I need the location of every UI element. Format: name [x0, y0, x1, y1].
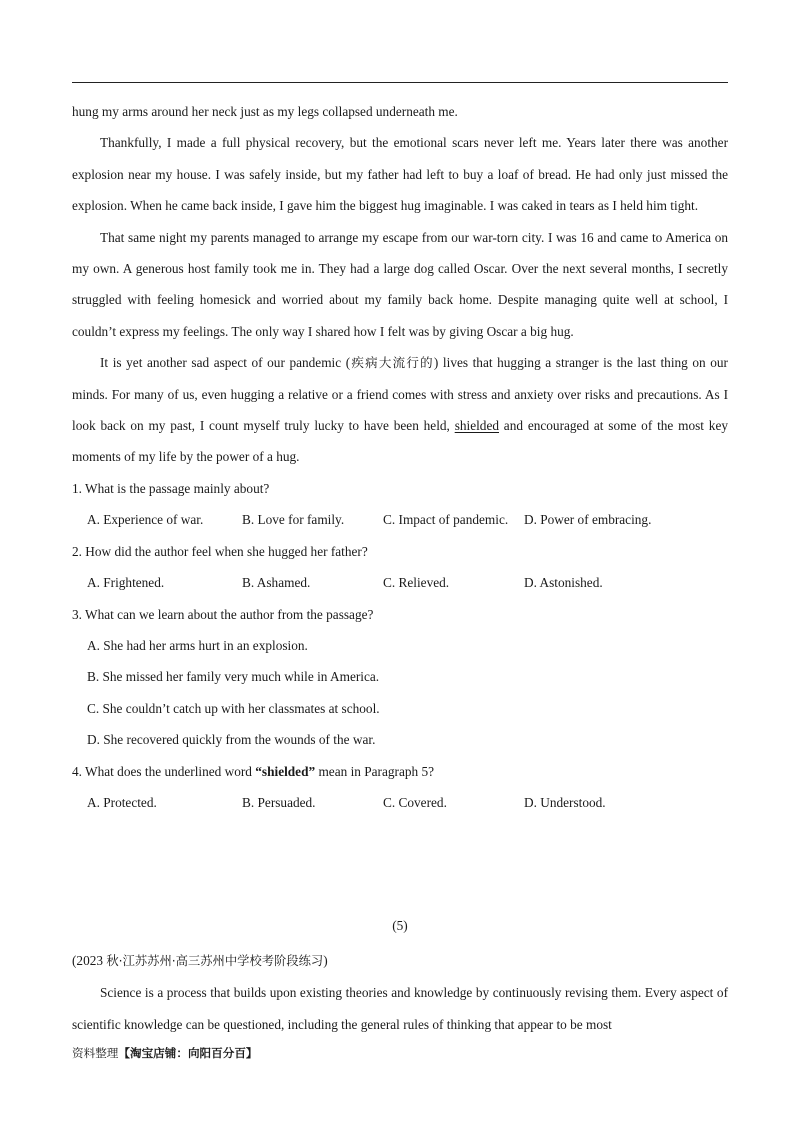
- q2-option-c: C. Relieved.: [383, 575, 450, 591]
- q4-stem-after: mean in Paragraph 5?: [315, 763, 435, 779]
- header-rule: [72, 82, 728, 83]
- paragraph-escape: That same night my parents managed to arrange my escape from our war-torn city. I was 16 and came to America on my own. A generous host family took me in. They had a large dog called Oscar. Over the next several months, I secretly struggled with feeling homesick and worried about my family back home. Despite managing quite well at school, I couldn’t express my feelings. The only way I shared how I felt was by giving Oscar a big hug.: [72, 229, 728, 339]
- q3-option-c: C. She couldn’t catch up with her classmates at school.: [87, 700, 380, 716]
- underlined-word: shielded: [454, 418, 499, 434]
- question-2-options: [72, 567, 728, 598]
- paragraph-science: Science is a process that builds upon existing theories and knowledge by continuously revising them. Every aspect of scientific knowledge can be questioned, including the general rules of thinking that appear to be most: [72, 985, 728, 1032]
- paragraph-continuation: hung my arms around her neck just as my legs collapsed underneath me.: [72, 104, 458, 119]
- q4-stem-before: 4. What does the underlined word: [72, 763, 256, 779]
- q4-option-b: B. Persuaded.: [242, 794, 316, 810]
- q1-option-d: D. Power of embracing.: [524, 512, 652, 528]
- footer-shop: 【淘宝店铺：向阳百分百】: [118, 1046, 258, 1060]
- passage-body: [72, 96, 728, 818]
- next-passage: [72, 945, 728, 1040]
- q4-stem-bold: “shielded”: [255, 763, 316, 779]
- q1-option-b: B. Love for family.: [242, 512, 345, 528]
- paragraph-pandemic-part3: and encouraged at some of the most key moments of my life by the power of a hug.: [72, 418, 728, 465]
- question-3-stem: 3. What can we learn about the author from the passage?: [72, 606, 374, 622]
- paragraph-pandemic: [72, 347, 728, 473]
- chinese-annotation: 疾病大流行的: [350, 355, 434, 371]
- q3-option-b: B. She missed her family very much while in America.: [87, 669, 380, 685]
- q4-option-a: A. Protected.: [87, 794, 157, 810]
- section-number: (5): [392, 918, 408, 933]
- source-open: (2023: [72, 953, 107, 968]
- q2-option-d: D. Astonished.: [524, 575, 603, 591]
- source-close: ): [323, 953, 328, 968]
- paragraph-pandemic-part1: It is yet another sad aspect of our pandemic (: [100, 355, 351, 371]
- question-1-options: [72, 504, 728, 535]
- source-chinese: 秋·江苏苏州·高三苏州中学校考阶段练习: [106, 954, 324, 968]
- question-1-stem: 1. What is the passage mainly about?: [72, 480, 270, 496]
- footer-note: [72, 1045, 258, 1061]
- question-2-stem: 2. How did the author feel when she hugged her father?: [72, 543, 368, 559]
- q3-option-a: A. She had her arms hurt in an explosion.: [87, 637, 308, 653]
- q4-option-d: D. Understood.: [524, 794, 606, 810]
- source-line: [72, 945, 728, 977]
- footer-prefix: 资料整理: [72, 1046, 119, 1060]
- q2-option-b: B. Ashamed.: [242, 575, 311, 591]
- question-4-stem: [72, 756, 728, 787]
- question-4-options: [72, 787, 728, 818]
- q1-option-a: A. Experience of war.: [87, 512, 204, 528]
- q4-option-c: C. Covered.: [383, 794, 447, 810]
- paragraph-pandemic-part2: ) lives that hugging a stranger is the last thing on our minds. For many of us, even hugging a relative or a friend comes with stress and anxiety over risks and precautions. As I look back on my past, I count myself truly lucky to have been held,: [72, 355, 728, 434]
- q3-option-d: D. She recovered quickly from the wounds of the war.: [87, 732, 376, 748]
- paragraph-recovery: Thankfully, I made a full physical recovery, but the emotional scars never left me. Years later there was another explosion near my house. I was safely inside, but my father had left to buy a loaf of bread. He had only just missed the explosion. When he came back inside, I gave him the biggest hug imaginable. I was caked in tears as I held him tight.: [72, 135, 728, 214]
- q1-option-c: C. Impact of pandemic.: [383, 512, 509, 528]
- q2-option-a: A. Frightened.: [87, 575, 165, 591]
